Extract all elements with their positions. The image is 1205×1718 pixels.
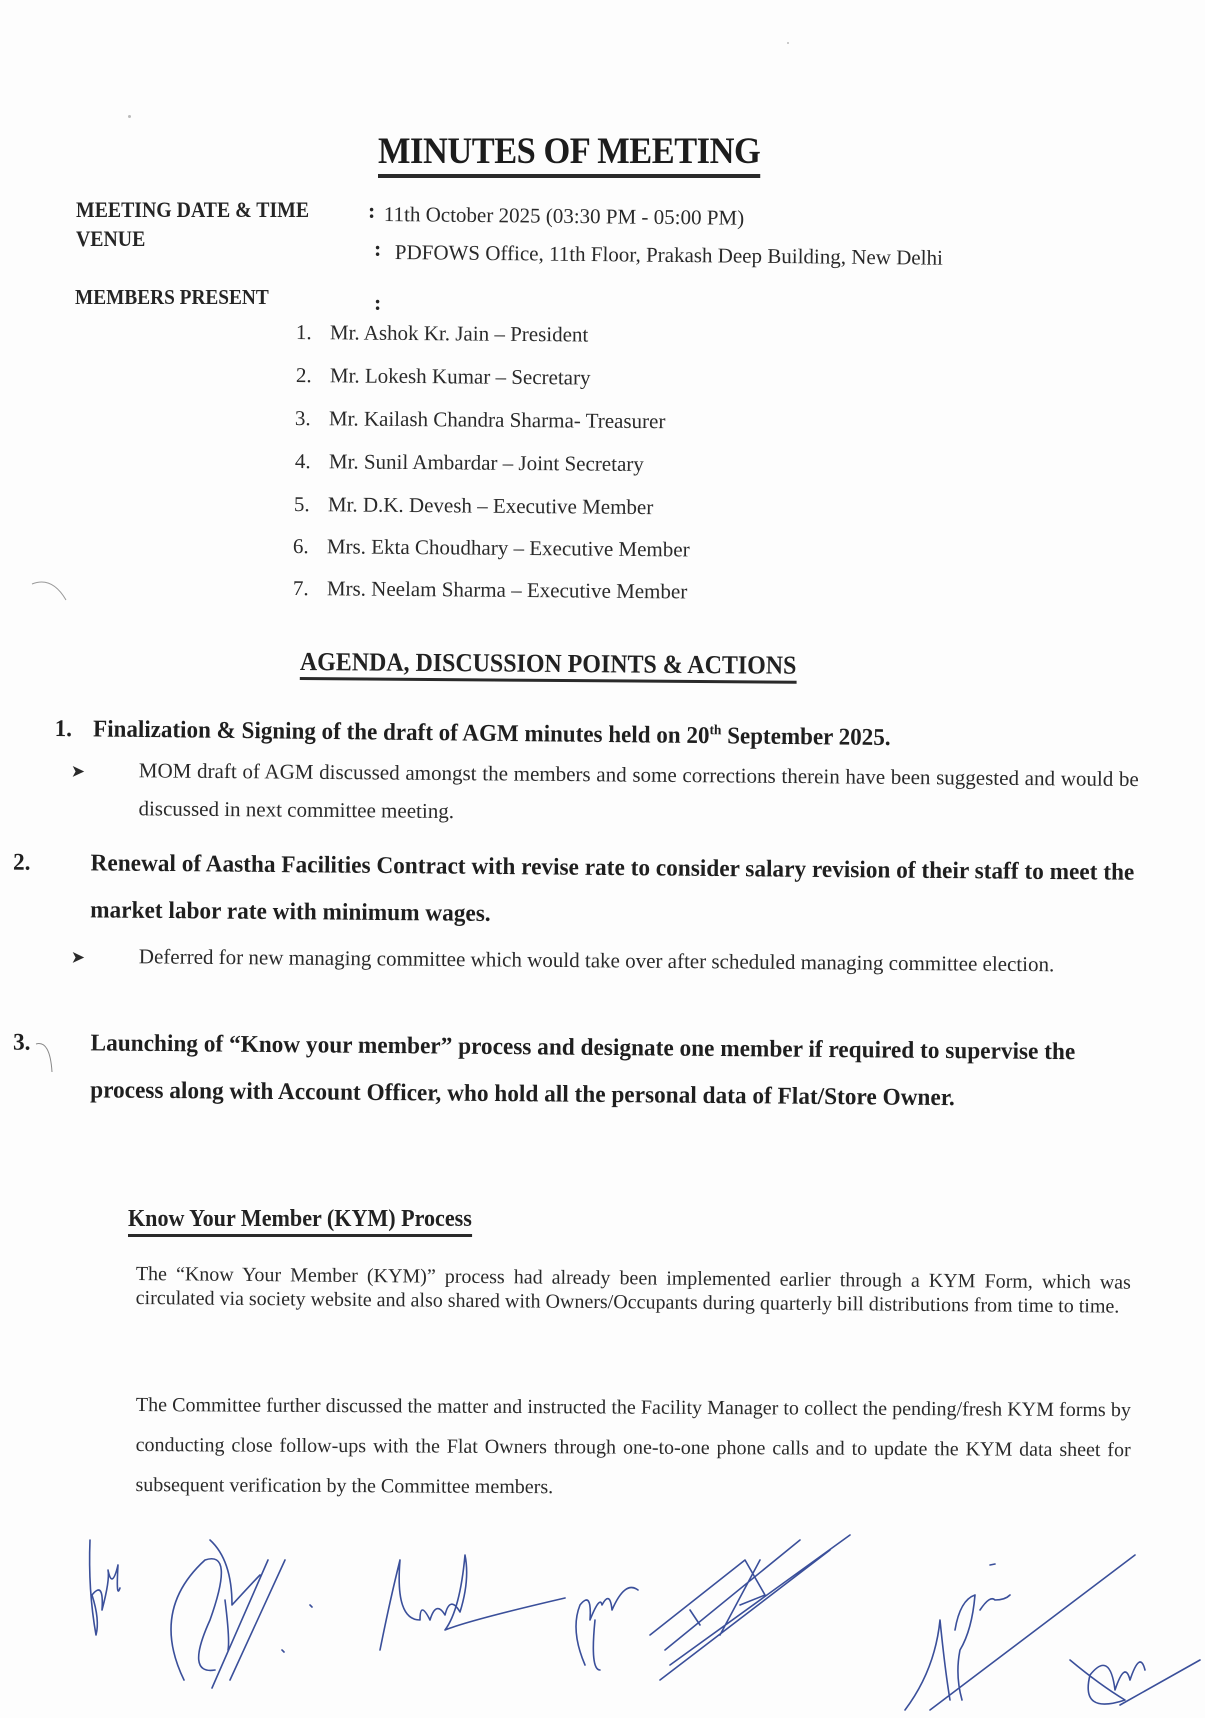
member-list-item [293, 534, 690, 562]
member-number: 4. [294, 449, 311, 474]
agenda-number: 2. [12, 849, 31, 876]
agenda-number: 3. [12, 1029, 31, 1056]
member-name: Mrs. Ekta Choudhary – Executive Member [326, 534, 690, 562]
page-title: MINUTES OF MEETING [378, 132, 760, 178]
member-list-item [293, 576, 688, 604]
member-name: Mr. Ashok Kr. Jain – President [329, 320, 589, 347]
agenda-2-discussion [70, 938, 1139, 985]
member-list-item [296, 320, 589, 348]
scan-speck [128, 115, 131, 118]
date-time-value: 11th October 2025 (03:30 PM - 05:00 PM) [383, 202, 745, 230]
member-number: 2. [295, 363, 312, 388]
signature-5 [650, 1535, 850, 1680]
member-name: Mr. Kailash Chandra Sharma- Treasurer [328, 406, 666, 434]
date-time-label: MEETING DATE & TIME [76, 197, 310, 222]
member-number: 5. [293, 492, 310, 517]
date-time-separator: : [368, 198, 376, 223]
agenda-number: 1. [54, 715, 73, 743]
member-list-item [296, 363, 591, 391]
agenda-title-end: September 2025. [721, 723, 891, 752]
discussion-text: Deferred for new managing committee which would take over after scheduled managing committee election. [138, 944, 1055, 977]
kym-heading: Know Your Member (KYM) Process [128, 1206, 472, 1237]
signature-7 [1070, 1660, 1200, 1705]
scan-speck [787, 42, 789, 44]
member-name: Mr. D.K. Devesh – Executive Member [327, 492, 654, 520]
agenda-1-discussion [70, 752, 1139, 835]
agenda-title: Renewal of Aastha Facilities Contract with revise rate to consider salary revision of their staff to meet the market labor rate with minimum wages. [90, 850, 1135, 927]
member-name: Mr. Sunil Ambardar – Joint Secretary [328, 449, 644, 477]
member-list-item [295, 406, 666, 434]
signatures [0, 1500, 1205, 1718]
member-list-item [294, 492, 654, 520]
arrow-bullet-icon: ➤ [70, 761, 86, 781]
agenda-section-heading: AGENDA, DISCUSSION POINTS & ACTIONS [300, 648, 797, 683]
member-list-item [295, 449, 644, 477]
agenda-title-superscript: th [709, 723, 722, 739]
member-number: 6. [292, 534, 309, 559]
members-present-label: MEMBERS PRESENT [75, 285, 269, 309]
signature-2 [171, 1540, 312, 1688]
signature-3 [380, 1555, 565, 1650]
venue-separator: : [374, 236, 382, 261]
members-present-separator: : [374, 290, 382, 315]
member-number: 3. [294, 406, 311, 431]
agenda-title: Launching of “Know your member” process and designate one member if required to supervise the process along with Account Officer, who hold all the personal data of Flat/Store Owner. [90, 1030, 1076, 1112]
signature-1 [90, 1540, 120, 1635]
member-name: Mrs. Neelam Sharma – Executive Member [326, 576, 688, 604]
member-name: Mr. Lokesh Kumar – Secretary [329, 363, 591, 390]
punch-hole-mark [30, 574, 70, 604]
signature-4 [576, 1588, 638, 1671]
venue-label: VENUE [76, 226, 146, 251]
venue-value: PDFOWS Office, 11th Floor, Prakash Deep Building, New Delhi [394, 240, 944, 270]
member-number: 7. [292, 576, 309, 601]
agenda-title: Finalization & Signing of the draft of AGM minutes held on 20 [92, 716, 710, 750]
kym-paragraph-2: The Committee further discussed the matter and instructed the Facility Manager to collect the pending/fresh KYM forms by conducting close follow-ups with the Flat Owners through one-to-one phone calls and to update the KYM data sheet for subsequent verification by the Committee members. [135, 1393, 1131, 1499]
agenda-item-3 [12, 1020, 1138, 1124]
kym-paragraph-1: The “Know Your Member (KYM)” process had already been implemented earlier through a KYM Form, which was circulated via society website and also shared with Owners/Occupants during quarterly bill distributions from time to time. [135, 1263, 1131, 1318]
discussion-text: MOM draft of AGM discussed amongst the members and some corrections therein have been suggested and would be discussed in next committee meeting. [138, 758, 1139, 824]
signature-6 [905, 1555, 1135, 1710]
agenda-item-2 [12, 840, 1138, 944]
member-number: 1. [295, 320, 312, 345]
arrow-bullet-icon: ➤ [70, 947, 86, 967]
